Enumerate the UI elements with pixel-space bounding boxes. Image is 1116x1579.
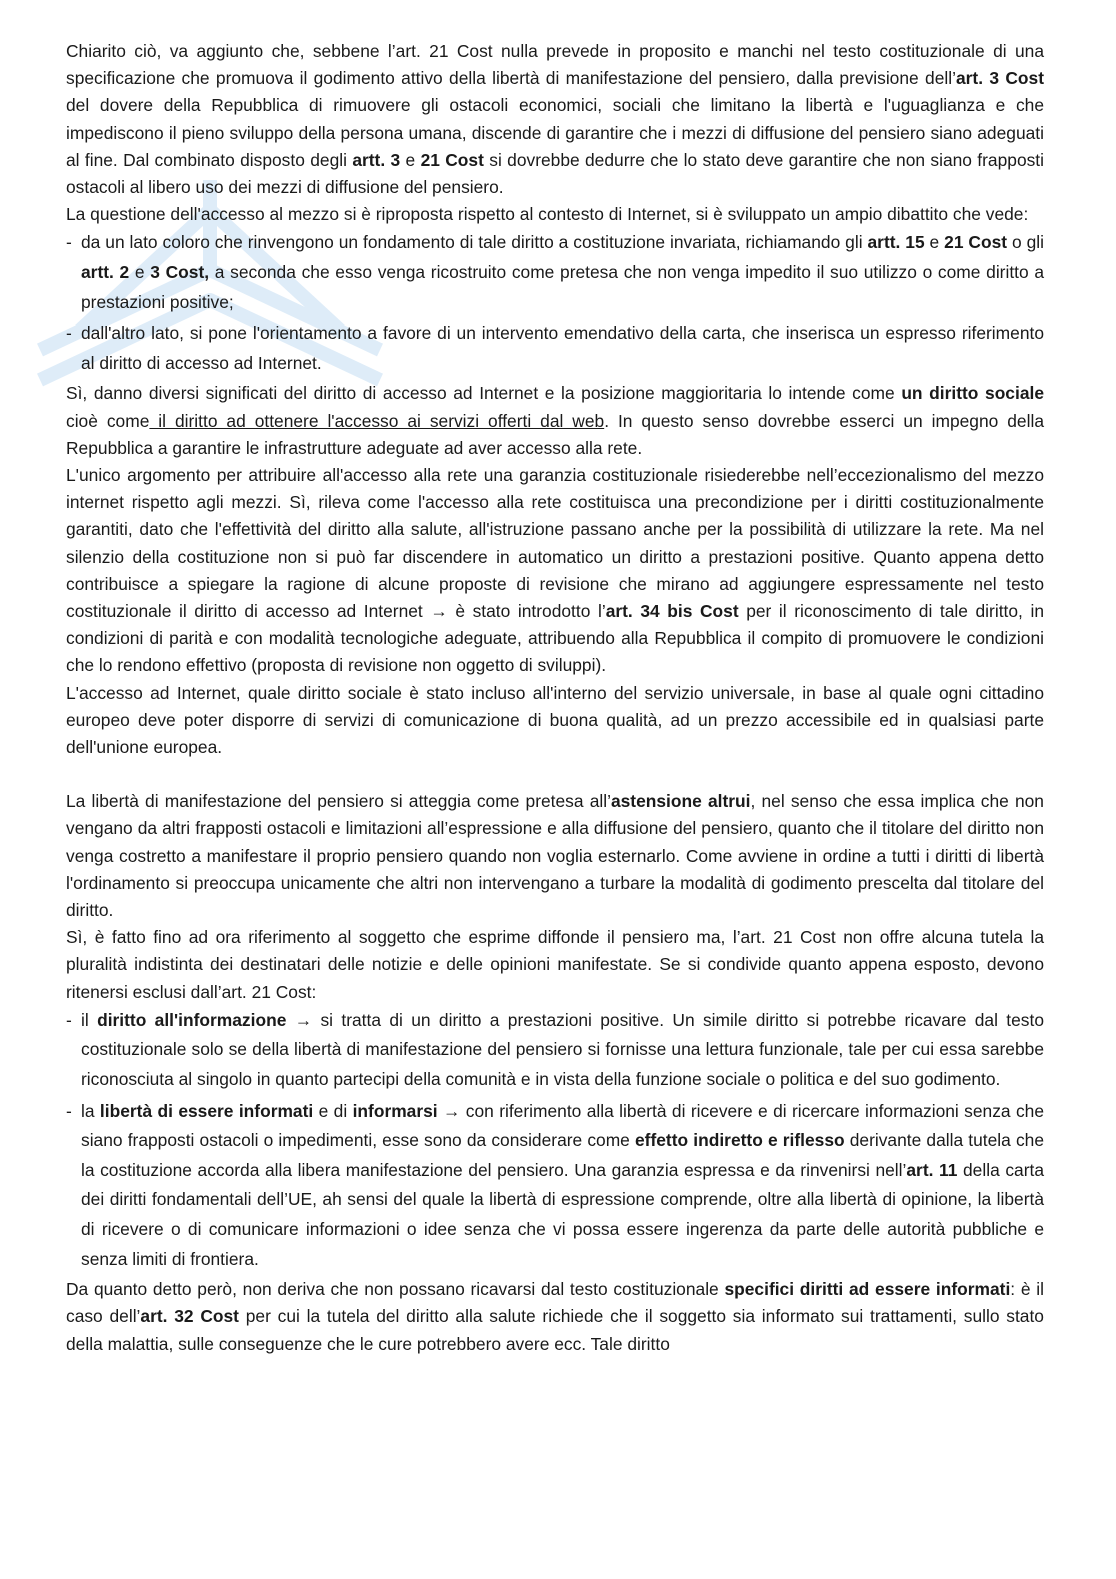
paragraph-1: Chiarito ciò, va aggiunto che, sebbene l’art. 21 Cost nulla prevede in proposito e manchi nel testo costituzionale di una specificazione che promuova il godimento attivo della libertà di manifestazione del pensiero, dalla previsione dell’art. 3 Cost del dovere della Repubblica di rimuovere gli ostacoli economici, sociali che limitano la libertà e l'uguaglianza e che impediscono il pieno sviluppo della persona umana, discende di garantire che i mezzi di diffusione del pensiero siano adeguati al fine. Dal combinato disposto degli artt. 3 e 21 Cost si dovrebbe dedurre che lo stato deve garantire che non siano frapposti ostacoli al libero uso dei mezzi di diffusione del pensiero. bbox=[66, 41, 1045, 198]
list-access-internet bbox=[66, 228, 1044, 378]
paragraph-5: L'accesso ad Internet, quale diritto sociale è stato incluso all'interno del servizio universale, in base al quale ogni cittadino europeo deve poter disporre di servizi di comunicazione di buona qualità, ad un prezzo accessibile ed in qualsiasi parte dell'unione europea. bbox=[66, 682, 1044, 758]
list-item: - la libertà di essere informati e di informarsi → con riferimento alla libertà di ricevere e di ricercare informazioni senza che siano frapposti ostacoli o impedimenti, esse sono da considerare come effetto indiretto e riflesso derivante dalla tutela che la costituzione accorda alla libera manifestazione del pensiero. Una garanzia espressa e da rinvenirsi nell’art. 11 della carta dei diritti fondamentali dell’UE, ah sensi del quale la libertà di espressione comprende, oltre alla libertà di opinione, la libertà di ricevere o di comunicare informazioni o idee senza che vi possa essere ingerenza da parte delle autorità pubbliche e senza limiti di frontiera. bbox=[66, 1097, 1044, 1275]
paragraph-2: La questione dell'accesso al mezzo si è riproposta rispetto al contesto di Internet, si è sviluppato un ampio dibattito che vede: bbox=[66, 204, 1029, 225]
paragraph-spacer bbox=[66, 761, 1044, 788]
list-item: - da un lato coloro che rinvengono un fondamento di tale diritto a costituzione invariata, richiamando gli artt. 15 e 21 Cost o gli artt. 2 e 3 Cost, a seconda che esso venga ricostruito come pretesa che non venga impedito il suo utilizzo o come diritto a prestazioni positive; bbox=[66, 228, 1044, 317]
paragraph-4: L'unico argomento per attribuire all'accesso alla rete una garanzia costituzionale risiederebbe nell’eccezionalismo del mezzo internet rispetto agli mezzi. Sì, rileva come l'accesso alla rete costituisca una precondizione per i diritti costituzionalmente garantiti, dato che l'effettività del diritto alla salute, all'istruzione passano anche per la possibilità di utilizzare la rete. Ma nel silenzio della costituzione non si può far discendere in automatico un diritto a prestazioni positive. Quanto appena detto contribuisce a spiegare la ragione di alcune proposte di revisione che mirano ad aggiungere espressamente nel testo costituzionale il diritto di accesso ad Internet → è stato introdotto l’art. 34 bis Cost per il riconoscimento di tale diritto, in condizioni di parità e con modalità tecnologiche adeguate, attribuendo alla Repubblica il compito di promuovere le condizioni che lo rendono effettivo (proposta di revisione non oggetto di sviluppi). bbox=[66, 465, 1044, 676]
paragraph-6: La libertà di manifestazione del pensiero si atteggia come pretesa all’astensione altrui, nel senso che essa implica che non vengano da altri frapposti ostacoli e limitazioni all’espressione e alla diffusione del pensiero, quanto che il titolare del diritto non venga costretto a manifestare il proprio pensiero quando non voglia esternarlo. Come avviene in ordine a tutti i diritti di libertà l'ordinamento si preoccupa unicamente che altri non intervengano a turbare la modalità di godimento prescelta dal titolare del diritto. bbox=[66, 791, 1044, 921]
document-page bbox=[66, 38, 1044, 1358]
paragraph-7: Sì, è fatto fino ad ora riferimento al soggetto che esprime diffonde il pensiero ma, l’art. 21 Cost non offre alcuna tutela la pluralità indistinta dei destinatari delle notizie e delle opinioni manifestate. Se si condivide quanto appena esposto, devono ritenersi esclusi dall’art. 21 Cost: bbox=[66, 927, 1044, 1002]
paragraph-3: Sì, danno diversi significati del diritto di accesso ad Internet e la posizione maggioritaria lo intende come un diritto sociale cioè come il diritto ad ottenere l'accesso ai servizi offerti dal web. In questo senso dovrebbe esserci un impegno della Repubblica a garantire le infrastrutture adeguate ad aver accesso alla rete. bbox=[66, 383, 1044, 458]
list-item: - il diritto all'informazione → si tratta di un diritto a prestazioni positive. Un simile diritto si potrebbe ricavare dal testo costituzionale solo se della libertà di manifestazione del pensiero si fornisse una lettura funzionale, tale per cui essa sarebbe riconosciuta al singolo in quanto partecipi della comunità e in vista della funzione sociale o politica e del suo godimento. bbox=[66, 1006, 1044, 1095]
paragraph-8: Da quanto detto però, non deriva che non possano ricavarsi dal testo costituzionale specifici diritti ad essere informati: è il caso dell’art. 32 Cost per cui la tutela del diritto alla salute richiede che il soggetto sia informato sui trattamenti, sullo stato della malattia, sulle conseguenze che le cure potrebbero avere ecc. Tale diritto bbox=[66, 1279, 1044, 1354]
list-excluded-rights bbox=[66, 1006, 1044, 1274]
list-item: - dall'altro lato, si pone l'orientamento a favore di un intervento emendativo della carta, che inserisca un espresso riferimento al diritto di accesso ad Internet. bbox=[66, 319, 1044, 378]
